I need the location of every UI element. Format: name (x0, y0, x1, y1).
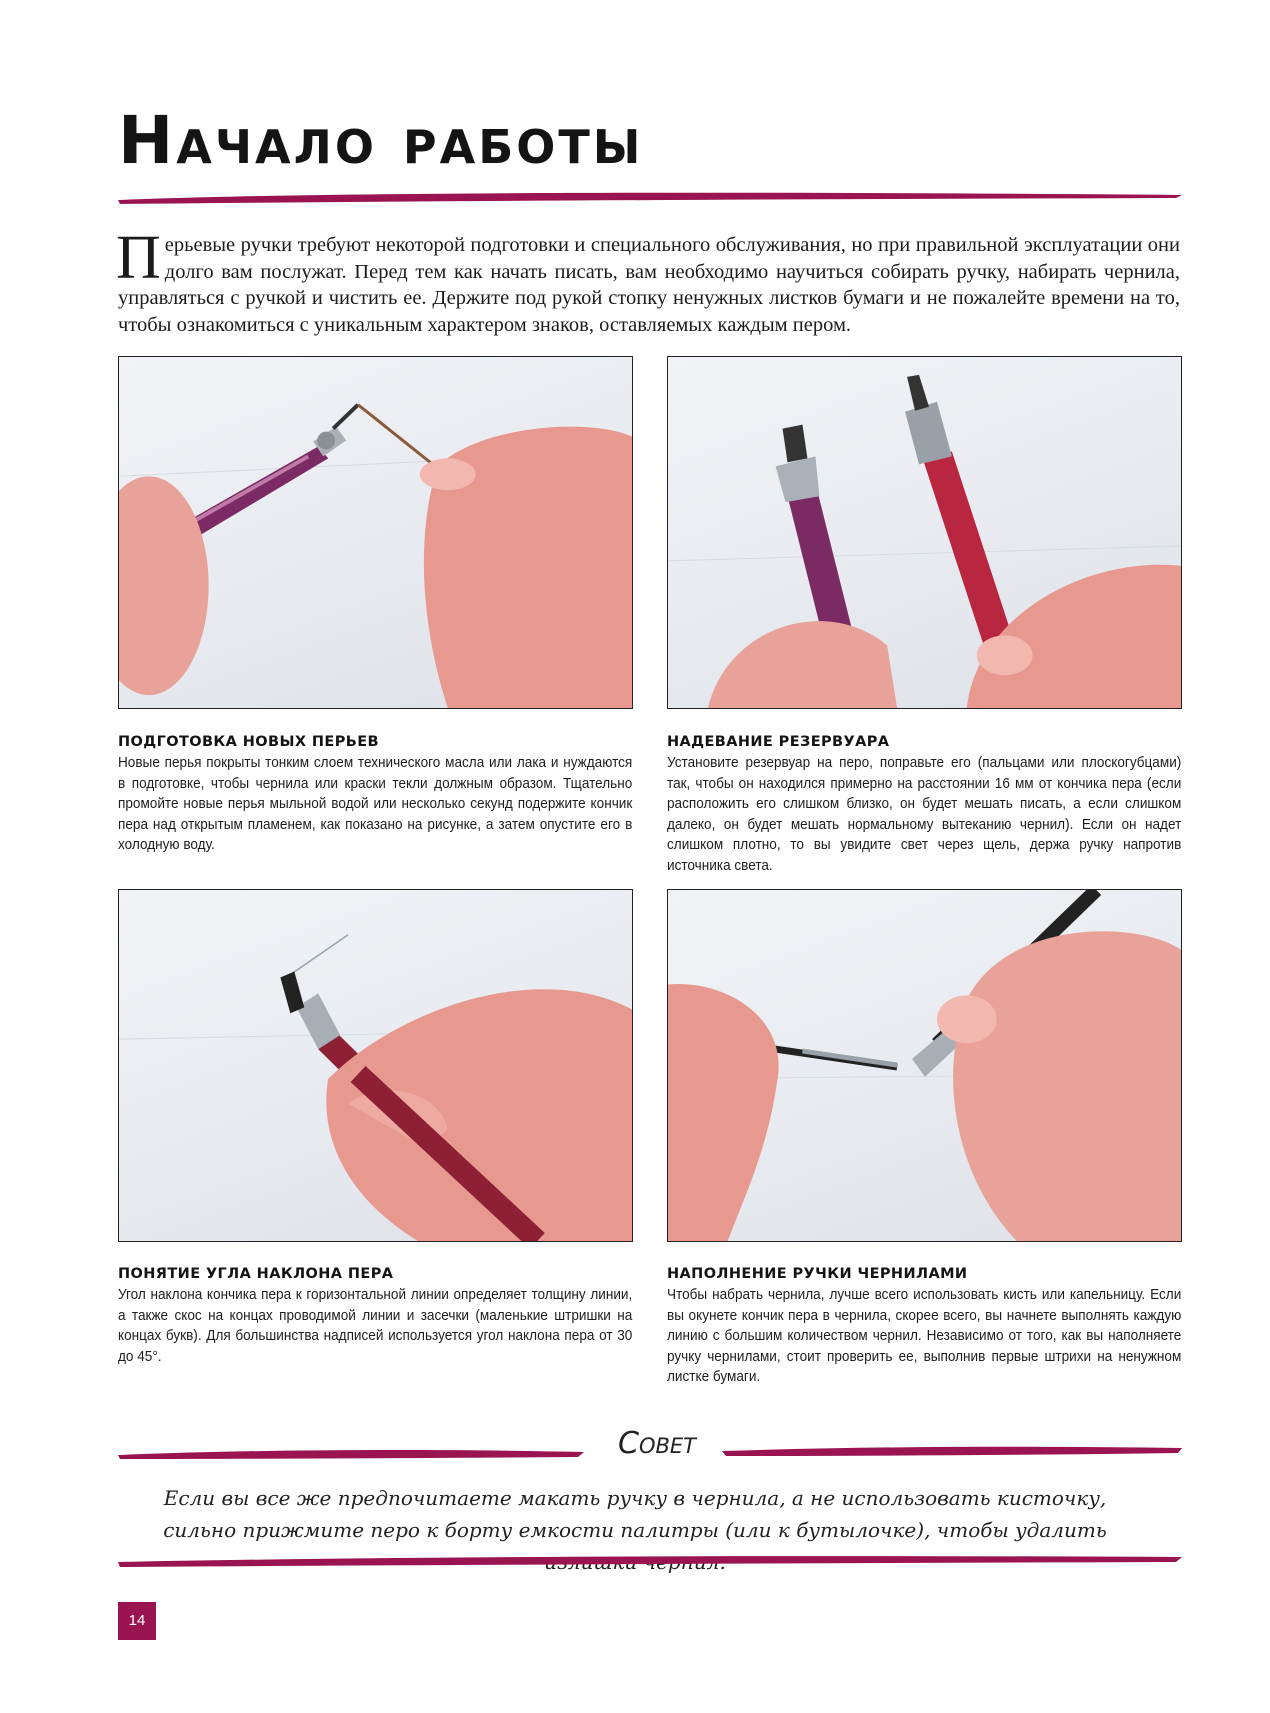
caption-heading: ПОНЯТИЕ УГЛА НАКЛОНА ПЕРА (118, 1266, 394, 1282)
caption-preparing-nibs (118, 734, 633, 856)
caption-pen-angle (118, 1266, 633, 1367)
page-number: 14 (118, 1602, 156, 1640)
intro-paragraph (116, 224, 1180, 338)
photo-filling-ink (667, 889, 1182, 1242)
intro-dropcap: П (116, 224, 161, 292)
photo-pen-angle (118, 889, 633, 1242)
caption-text: Установите резервуар на перо, поправьте его (пальцами или плоскогубцами) так, чтобы он находился примерно на расстоянии 16 мм от кончика пера (если расположить его слишком близко, он будет мешать писать, а если слишком далеко, он будет мешать нормальному вытеканию чернил). Если он надет слишком плотно, то вы увидите свет через щель, держа ручку напротив источника света. (667, 755, 1182, 874)
tip-brush-left (116, 1446, 586, 1462)
caption-heading: НАДЕВАНИЕ РЕЗЕРВУАРА (667, 734, 890, 750)
caption-text: Чтобы набрать чернила, лучше всего использовать кисть или капельницу. Если вы окунете кончик пера в чернила, скорее всего, вы начнете выполнять каждую линию с большим количеством чернил. Независимо от того, как вы наполняете ручку чернилами, стоит проверить ее, выполнив первые штрихи на ненужном листке бумаги. (667, 1287, 1182, 1385)
intro-text: ерьевые ручки требуют некоторой подготовки и специального обслуживания, но при правильной эксплуатации они долго вам послужат. Перед тем как начать писать, вам необходимо научиться собирать ручку, набирать чернила, управляться с ручкой и чистить ее. Держите под рукой стопку ненужных листков бумаги и не пожалейте времени на то, чтобы ознакомиться с уникальным характером знаков, оставляемых каждым пером. (118, 234, 1180, 336)
tip-heading: Совет (618, 1426, 696, 1461)
tip-line-1: Если вы все же предпочитаете макать ручку в чернила, а не использовать кисточку, (163, 1486, 1107, 1510)
title-underline-brush (116, 188, 1184, 208)
page-title: Начало работы (118, 102, 644, 179)
caption-filling-ink (667, 1266, 1182, 1388)
caption-heading: НАПОЛНЕНИЕ РУЧКИ ЧЕРНИЛАМИ (667, 1266, 968, 1282)
caption-text: Угол наклона кончика пера к горизонтальной линии определяет толщину линии, а также скос на концах проводимой линии и засечки (маленькие штришки на концах букв). Для большинства надписей используется угол наклона пера от 30 до 45°. (118, 1287, 633, 1365)
caption-fitting-reservoir (667, 734, 1182, 876)
photo-preparing-nibs (118, 356, 633, 709)
photo-fitting-reservoir (667, 356, 1182, 709)
tip-line-2: сильно прижмите перо к борту емкости палитры (или к бутылочке), чтобы удалить (163, 1518, 1107, 1542)
caption-heading: ПОДГОТОВКА НОВЫХ ПЕРЬЕВ (118, 734, 379, 750)
caption-text: Новые перья покрыты тонким слоем технического масла или лака и нуждаются в подготовке, чтобы чернила или краски текли должным образом. Тщательно промойте новые перья мыльной водой или несколько секунд подержите кончик пера над открытым пламенем, как показано на рисунке, а затем опустите его в холодную воду. (118, 755, 633, 853)
tip-brush-right (720, 1443, 1184, 1459)
tip-bottom-brush (116, 1552, 1184, 1570)
